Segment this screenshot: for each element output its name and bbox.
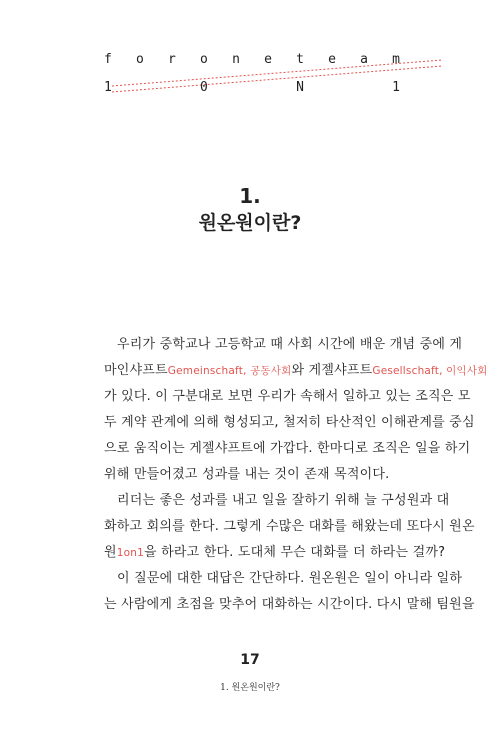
header-letter: a <box>360 52 368 67</box>
header-letter: 1 <box>104 80 112 95</box>
header-letters-row-1 <box>104 52 400 67</box>
text-span: 와 게젤샤프트 <box>291 363 373 378</box>
text-line <box>104 358 488 384</box>
gloss-note: Gemeinschaft, 공동사회 <box>167 365 292 377</box>
gloss-note: Gesellschaft, 이익사회 <box>372 365 488 377</box>
header-letter: r <box>168 52 176 67</box>
running-title: 1. 원온원이란? <box>220 683 280 693</box>
header-letter: N <box>296 80 304 95</box>
header-letter: 0 <box>200 80 208 95</box>
header-letter: e <box>264 52 272 67</box>
text-line: 는 사람에게 초점을 맞추어 대화하는 시간이다. 다시 말해 팀원을 <box>104 597 475 612</box>
paragraph <box>104 332 488 488</box>
text-span: 마인샤프트 <box>104 363 168 378</box>
text-line: 가 있다. 이 구분대로 보면 우리가 속해서 일하고 있는 조직은 모 <box>104 389 471 404</box>
text-line: 이 질문에 대한 대답은 간단하다. 원온원은 일이 아니라 일하 <box>117 571 463 586</box>
text-line: 리더는 좋은 성과를 내고 일을 잘하기 위해 늘 구성원과 대 <box>117 493 450 508</box>
header-letter: e <box>328 52 336 67</box>
gloss-note: 1on1 <box>116 547 145 559</box>
header-letter: 1 <box>392 80 400 95</box>
header-letter: t <box>296 52 304 67</box>
header-letters-row-2 <box>104 80 400 95</box>
text-line: 두 계약 관계에 의해 형성되고, 철저히 타산적인 이해관계를 중심 <box>104 415 475 430</box>
page-number: 17 <box>240 652 260 668</box>
header-letter: m <box>392 52 400 67</box>
paragraph <box>104 488 475 566</box>
body-text <box>104 332 488 618</box>
text-line <box>104 540 446 566</box>
text-span: 원 <box>104 545 117 560</box>
header-letter: f <box>104 52 112 67</box>
text-line: 위해 만들어졌고 성과를 내는 것이 존재 목적이다. <box>104 467 390 482</box>
header-letter: o <box>200 52 208 67</box>
book-header-design <box>0 0 500 110</box>
text-line: 화하고 회의를 한다. 그렇게 수많은 대화를 해왔는데 또다시 원온 <box>104 519 475 534</box>
chapter-title: 원온원이란? <box>198 212 302 234</box>
text-span: 을 하라고 한다. 도대체 무슨 대화를 더 하라는 걸까? <box>144 545 446 560</box>
chapter-number: 1. <box>239 184 261 208</box>
header-letter: n <box>232 52 240 67</box>
paragraph <box>104 566 475 618</box>
text-line: 으로 움직이는 게젤샤프트에 가깝다. 한마디로 조직은 일을 하기 <box>104 441 471 456</box>
text-line: 우리가 중학교나 고등학교 때 사회 시간에 배운 개념 중에 게 <box>117 337 463 352</box>
header-letter: o <box>136 52 144 67</box>
